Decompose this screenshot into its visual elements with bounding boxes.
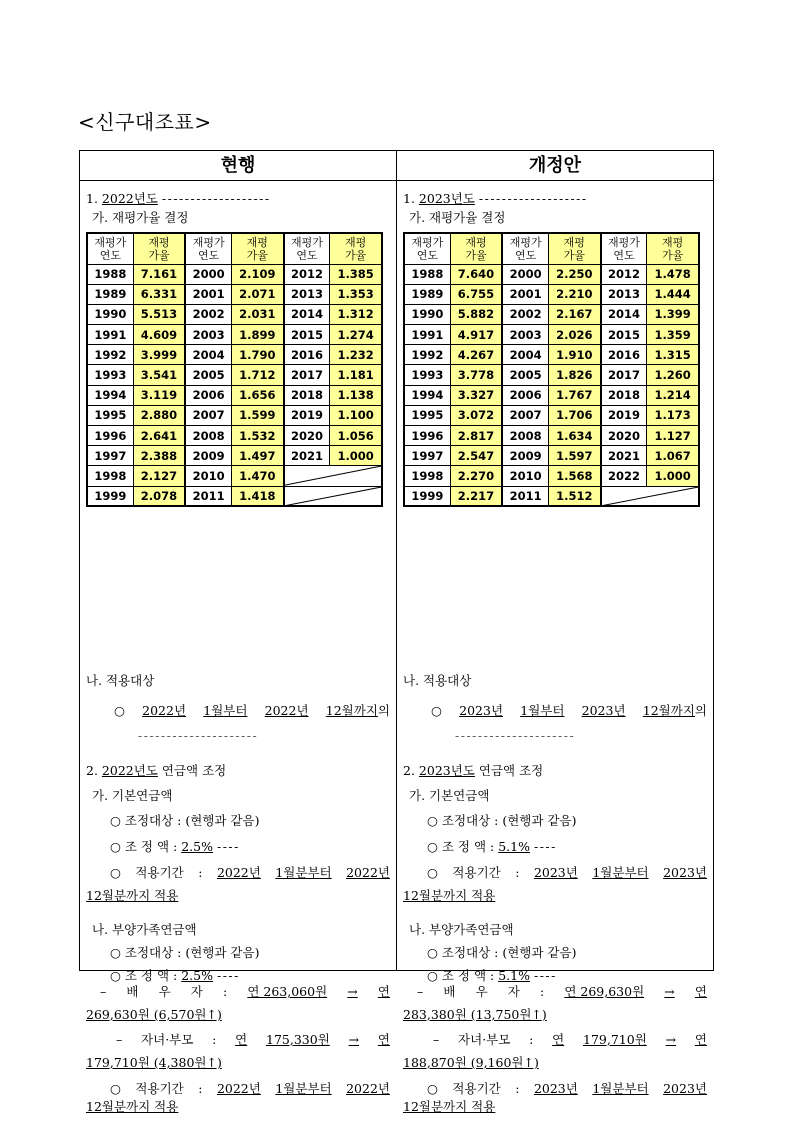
year-cell: 2010 [185, 466, 231, 486]
family-period-line [427, 1081, 707, 1097]
table-row [87, 446, 382, 466]
year-cell: 1996 [87, 426, 133, 446]
word: – [116, 1032, 123, 1047]
rate-cell: 2.270 [450, 466, 502, 486]
rate-cell: 2.167 [548, 304, 600, 324]
word: 1월분부터 [592, 1081, 649, 1096]
word: : [539, 984, 545, 999]
rate-cell: 1.385 [330, 264, 382, 284]
year-cell: 1991 [87, 325, 133, 345]
year-cell: 2007 [185, 405, 231, 425]
table-header-cell: 재평가 연도 [185, 233, 231, 264]
year-cell: 2000 [502, 264, 548, 284]
rate-cell: 2.880 [133, 405, 185, 425]
basic-target-line: ○ 조정대상 : (현행과 같음) [110, 813, 260, 828]
spouse-line-2: 283,380원 (13,750원↑) [403, 1007, 547, 1022]
year-cell: 2014 [601, 304, 647, 324]
rate-cell: 1.138 [330, 385, 382, 405]
table-row [87, 284, 382, 304]
year-cell: 2002 [185, 304, 231, 324]
rate-cell: 1.214 [647, 385, 699, 405]
table-row [404, 486, 699, 506]
target-line: ○ 2022년 1월부터 2022년 12월까지의 [114, 703, 390, 718]
year-cell: 2020 [284, 426, 330, 446]
table-row [404, 405, 699, 425]
word: – [433, 1032, 440, 1047]
column-head-revision: 개정안 [528, 155, 582, 176]
year-cell: 2011 [185, 486, 231, 506]
year-cell: 2006 [185, 385, 231, 405]
word: 2022년 [346, 1081, 390, 1096]
family-target-line: ○ 조정대상 : (현행과 같음) [110, 945, 260, 960]
year-cell: 2013 [284, 284, 330, 304]
family-period-line [110, 1081, 390, 1097]
rate-cell: 5.882 [450, 304, 502, 324]
section-2a-heading: 가. 기본연금액 [409, 788, 490, 803]
rate-cell: 3.327 [450, 385, 502, 405]
table-row [87, 486, 382, 506]
rate-cell: 1.232 [330, 345, 382, 365]
year-cell: 2003 [502, 325, 548, 345]
year-cell: 2022 [601, 466, 647, 486]
year-cell: 2014 [284, 304, 330, 324]
rate-cell: 1.599 [231, 405, 283, 425]
year-cell: 1997 [87, 446, 133, 466]
year-cell: 2010 [502, 466, 548, 486]
word: 연 269,630원 [564, 984, 645, 999]
table-header-row [87, 233, 382, 264]
word: – [100, 984, 107, 999]
section-2a-heading: 가. 기본연금액 [92, 788, 173, 803]
rate-cell: 2.388 [133, 446, 185, 466]
spouse-line [100, 984, 390, 1000]
rate-cell: 1.315 [647, 345, 699, 365]
word: 179,710원 [583, 1032, 647, 1047]
word: : [222, 984, 228, 999]
table-row [87, 345, 382, 365]
dash-line: --------------------- [455, 728, 576, 743]
word: 연 263,060원 [247, 984, 328, 999]
rate-cell: 2.641 [133, 426, 185, 446]
word: – [417, 984, 424, 999]
year-cell: 1996 [404, 426, 450, 446]
rate-cell: 3.119 [133, 385, 185, 405]
section-1a-heading: 가. 재평가율 결정 [409, 210, 506, 225]
table-header-row [404, 233, 699, 264]
table-row [87, 325, 382, 345]
year-cell: 2019 [284, 405, 330, 425]
year-cell: 2016 [601, 345, 647, 365]
spouse-line [417, 984, 707, 1000]
word: 연 [694, 984, 707, 999]
comparison-table [79, 150, 714, 1114]
word: → [347, 984, 358, 999]
rate-cell: 1.260 [647, 365, 699, 385]
rate-cell: 2.217 [450, 486, 502, 506]
year-cell: 2021 [284, 446, 330, 466]
year-cell: 1989 [87, 284, 133, 304]
basic-rate-line: ○ 조 정 액 : 5.1% ---- [427, 839, 557, 854]
rate-cell: 1.790 [231, 345, 283, 365]
rate-cell: 6.755 [450, 284, 502, 304]
word: 자 [507, 984, 520, 999]
dash-line: ------------------- [478, 191, 588, 206]
year-cell: 2000 [185, 264, 231, 284]
section-1-heading: 1. 2023년도 ------------------- [403, 191, 588, 206]
basic-target-line: ○ 조정대상 : (현행과 같음) [427, 813, 577, 828]
rate-cell: 1.000 [330, 446, 382, 466]
rate-cell: 1.173 [647, 405, 699, 425]
year-cell: 1995 [404, 405, 450, 425]
year-cell: 2005 [502, 365, 548, 385]
year-cell: 2009 [502, 446, 548, 466]
table-header-cell: 재평 가율 [133, 233, 185, 264]
family-rate-line: ○ 조 정 액 : 5.1% ---- [427, 968, 557, 983]
table-row [404, 446, 699, 466]
rate-cell: 1.767 [548, 385, 600, 405]
column-head-current: 현행 [220, 155, 256, 176]
year-cell: 2012 [284, 264, 330, 284]
year-cell: 2001 [502, 284, 548, 304]
year-cell: 1998 [404, 466, 450, 486]
word: 적용기간 [135, 1081, 184, 1096]
rate-cell: 2.071 [231, 284, 283, 304]
word: 175,330원 [266, 1032, 330, 1047]
word: 우 [475, 984, 488, 999]
child-parent-line [116, 1032, 390, 1048]
rate-cell: 2.026 [548, 325, 600, 345]
empty-slash-cell [601, 486, 699, 506]
word: 연 [377, 1032, 390, 1047]
child-parent-line-2: 179,710원 (4,380원↑) [86, 1055, 222, 1070]
table-row [404, 325, 699, 345]
revaluation-rate-table [86, 232, 383, 507]
rate-cell: 2.210 [548, 284, 600, 304]
revaluation-rate-table [403, 232, 700, 507]
rate-cell: 1.181 [330, 365, 382, 385]
rate-cell: 1.634 [548, 426, 600, 446]
year-cell: 2018 [601, 385, 647, 405]
section-1a-heading: 가. 재평가율 결정 [92, 210, 189, 225]
year-cell: 1994 [404, 385, 450, 405]
document-title: <신구대조표> [78, 110, 212, 134]
word: 연 [552, 1032, 565, 1047]
family-rate-line: ○ 조 정 액 : 2.5% ---- [110, 968, 240, 983]
family-period-line-2: 12월분까지 적용 [403, 1099, 496, 1114]
word: 연 [377, 984, 390, 999]
rate-cell: 1.826 [548, 365, 600, 385]
rate-cell: 1.100 [330, 405, 382, 425]
table-row [87, 264, 382, 284]
rate-cell: 1.597 [548, 446, 600, 466]
rate-cell: 5.513 [133, 304, 185, 324]
rate-cell: 1.000 [647, 466, 699, 486]
year-cell: 1990 [87, 304, 133, 324]
empty-slash-cell [284, 466, 382, 486]
basic-period-line: ○ 적용기간 : 2022년 1월분부터 2022년 [110, 865, 390, 880]
year-cell: 2012 [601, 264, 647, 284]
rate-cell: 1.399 [647, 304, 699, 324]
rate-cell: 1.656 [231, 385, 283, 405]
table-header-cell: 재평가 연도 [601, 233, 647, 264]
table-header-cell: 재평 가율 [231, 233, 283, 264]
section-2-heading: 2. 2023년도 연금액 조정 [403, 763, 544, 778]
bullet: ○ [431, 703, 442, 718]
year-cell: 1994 [87, 385, 133, 405]
rate-cell: 3.072 [450, 405, 502, 425]
spouse-line-2: 269,630원 (6,570원↑) [86, 1007, 222, 1022]
rate-cell: 2.109 [231, 264, 283, 284]
section-1-heading: 1. 2022년도 ------------------- [86, 191, 271, 206]
year-cell: 2008 [502, 426, 548, 446]
word: 배 [126, 984, 139, 999]
rate-cell: 4.917 [450, 325, 502, 345]
year-cell: 1993 [404, 365, 450, 385]
rate-cell: 4.267 [450, 345, 502, 365]
column-revision [397, 181, 713, 1114]
rate-cell: 6.331 [133, 284, 185, 304]
rate-cell: 1.899 [231, 325, 283, 345]
rate-cell: 1.532 [231, 426, 283, 446]
table-row [404, 466, 699, 486]
rate-cell: 2.817 [450, 426, 502, 446]
year-cell: 1999 [87, 486, 133, 506]
year-cell: 1995 [87, 405, 133, 425]
year-cell: 1998 [87, 466, 133, 486]
table-header-cell: 재평 가율 [548, 233, 600, 264]
year-cell: 2017 [284, 365, 330, 385]
word: → [664, 984, 675, 999]
word: 적용기간 [452, 1081, 501, 1096]
year-cell: 1992 [404, 345, 450, 365]
table-row [87, 426, 382, 446]
table-header-cell: 재평 가율 [330, 233, 382, 264]
word: → [665, 1032, 677, 1047]
word: 1월분부터 [275, 1081, 332, 1096]
word: : [529, 1032, 534, 1047]
rate-cell: 1.127 [647, 426, 699, 446]
rate-cell: 3.778 [450, 365, 502, 385]
year-cell: 2005 [185, 365, 231, 385]
basic-rate-line: ○ 조 정 액 : 2.5% ---- [110, 839, 240, 854]
year-cell: 1997 [404, 446, 450, 466]
section-1b-heading: 나. 적용대상 [403, 673, 472, 688]
table-row [404, 284, 699, 304]
rate-cell: 1.568 [548, 466, 600, 486]
table-row [87, 466, 382, 486]
section-2-heading: 2. 2022년도 연금액 조정 [86, 763, 227, 778]
word: 2022년 [216, 1081, 261, 1096]
year-cell: 1999 [404, 486, 450, 506]
year-cell: 2001 [185, 284, 231, 304]
section-2b-heading: 나. 부양가족연금액 [409, 922, 514, 937]
word: 연 [694, 1032, 707, 1047]
year-cell: 1991 [404, 325, 450, 345]
rate-cell: 1.497 [231, 446, 283, 466]
word: : [515, 1081, 520, 1096]
rate-cell: 1.353 [330, 284, 382, 304]
basic-period-line-2: 12월분까지 적용 [403, 888, 496, 903]
rate-cell: 1.418 [231, 486, 283, 506]
family-target-line: ○ 조정대상 : (현행과 같음) [427, 945, 577, 960]
rate-cell: 1.274 [330, 325, 382, 345]
word: 우 [158, 984, 171, 999]
rate-cell: 1.067 [647, 446, 699, 466]
rate-cell: 1.470 [231, 466, 283, 486]
rate-cell: 2.250 [548, 264, 600, 284]
year-cell: 1990 [404, 304, 450, 324]
year-cell: 2011 [502, 486, 548, 506]
rate-cell: 7.640 [450, 264, 502, 284]
table-header-cell: 재평 가율 [450, 233, 502, 264]
rate-cell: 3.999 [133, 345, 185, 365]
year-cell: 2016 [284, 345, 330, 365]
rate-cell: 3.541 [133, 365, 185, 385]
rate-cell: 2.127 [133, 466, 185, 486]
word: : [212, 1032, 217, 1047]
word: 배 [443, 984, 456, 999]
year-cell: 2004 [185, 345, 231, 365]
word: : [198, 1081, 203, 1096]
table-row [87, 385, 382, 405]
section-2-year: 2023년도 [418, 763, 475, 778]
year-cell: 2020 [601, 426, 647, 446]
year-cell: 2004 [502, 345, 548, 365]
word: → [348, 1032, 360, 1047]
basic-period-line-2: 12월분까지 적용 [86, 888, 179, 903]
year-cell: 2002 [502, 304, 548, 324]
dash-line: ------------------- [161, 191, 271, 206]
target-line: ○ 2023년 1월부터 2023년 12월까지의 [431, 703, 707, 718]
table-row [404, 365, 699, 385]
column-current [80, 181, 396, 1114]
table-row [404, 426, 699, 446]
table-header-cell: 재평가 연도 [404, 233, 450, 264]
rate-cell: 1.512 [548, 486, 600, 506]
year-cell: 2003 [185, 325, 231, 345]
year-cell: 2015 [284, 325, 330, 345]
rate-cell: 2.078 [133, 486, 185, 506]
word: 연 [235, 1032, 248, 1047]
rate-cell: 2.547 [450, 446, 502, 466]
word: 자녀·부모 [141, 1032, 194, 1047]
year-cell: 1988 [404, 264, 450, 284]
table-row [404, 385, 699, 405]
table-header-cell: 재평가 연도 [87, 233, 133, 264]
rate-cell: 2.031 [231, 304, 283, 324]
year-cell: 1988 [87, 264, 133, 284]
rate-cell: 1.444 [647, 284, 699, 304]
table-header-cell: 재평가 연도 [502, 233, 548, 264]
year-cell: 2015 [601, 325, 647, 345]
word: 2023년 [663, 1081, 707, 1096]
empty-slash-cell [284, 486, 382, 506]
section-2-year: 2022년도 [101, 763, 158, 778]
table-row [87, 405, 382, 425]
word: 자녀·부모 [458, 1032, 511, 1047]
table-row [87, 365, 382, 385]
year-cell: 2017 [601, 365, 647, 385]
child-parent-line-2: 188,870원 (9,160원↑) [403, 1055, 539, 1070]
word: ○ [110, 1081, 121, 1096]
year-cell: 2006 [502, 385, 548, 405]
year-cell: 2009 [185, 446, 231, 466]
rate-cell: 1.910 [548, 345, 600, 365]
basic-period-line: ○ 적용기간 : 2023년 1월분부터 2023년 [427, 865, 707, 880]
word: 2023년 [533, 1081, 578, 1096]
child-parent-line [433, 1032, 707, 1048]
year-cell: 2007 [502, 405, 548, 425]
year-cell: 2008 [185, 426, 231, 446]
table-header-cell: 재평 가율 [647, 233, 699, 264]
rate-cell: 1.359 [647, 325, 699, 345]
word: 자 [190, 984, 203, 999]
family-period-line-2: 12월분까지 적용 [86, 1099, 179, 1114]
rate-cell: 1.056 [330, 426, 382, 446]
rate-cell: 7.161 [133, 264, 185, 284]
year-cell: 2019 [601, 405, 647, 425]
table-row [87, 304, 382, 324]
word: ○ [427, 1081, 438, 1096]
table-header-cell: 재평가 연도 [284, 233, 330, 264]
table-row [404, 345, 699, 365]
rate-cell: 1.712 [231, 365, 283, 385]
year-cell: 2018 [284, 385, 330, 405]
rate-cell: 4.609 [133, 325, 185, 345]
year-cell: 1993 [87, 365, 133, 385]
section-1-year: 2022년도 [101, 191, 158, 206]
table-row [404, 264, 699, 284]
year-cell: 1989 [404, 284, 450, 304]
rate-cell: 1.706 [548, 405, 600, 425]
year-cell: 2021 [601, 446, 647, 466]
section-1b-heading: 나. 적용대상 [86, 673, 155, 688]
year-cell: 1992 [87, 345, 133, 365]
dash-line: --------------------- [138, 728, 259, 743]
section-2b-heading: 나. 부양가족연금액 [92, 922, 197, 937]
section-1-year: 2023년도 [418, 191, 475, 206]
rate-cell: 1.478 [647, 264, 699, 284]
table-row [404, 304, 699, 324]
bullet: ○ [114, 703, 125, 718]
year-cell: 2013 [601, 284, 647, 304]
rate-cell: 1.312 [330, 304, 382, 324]
